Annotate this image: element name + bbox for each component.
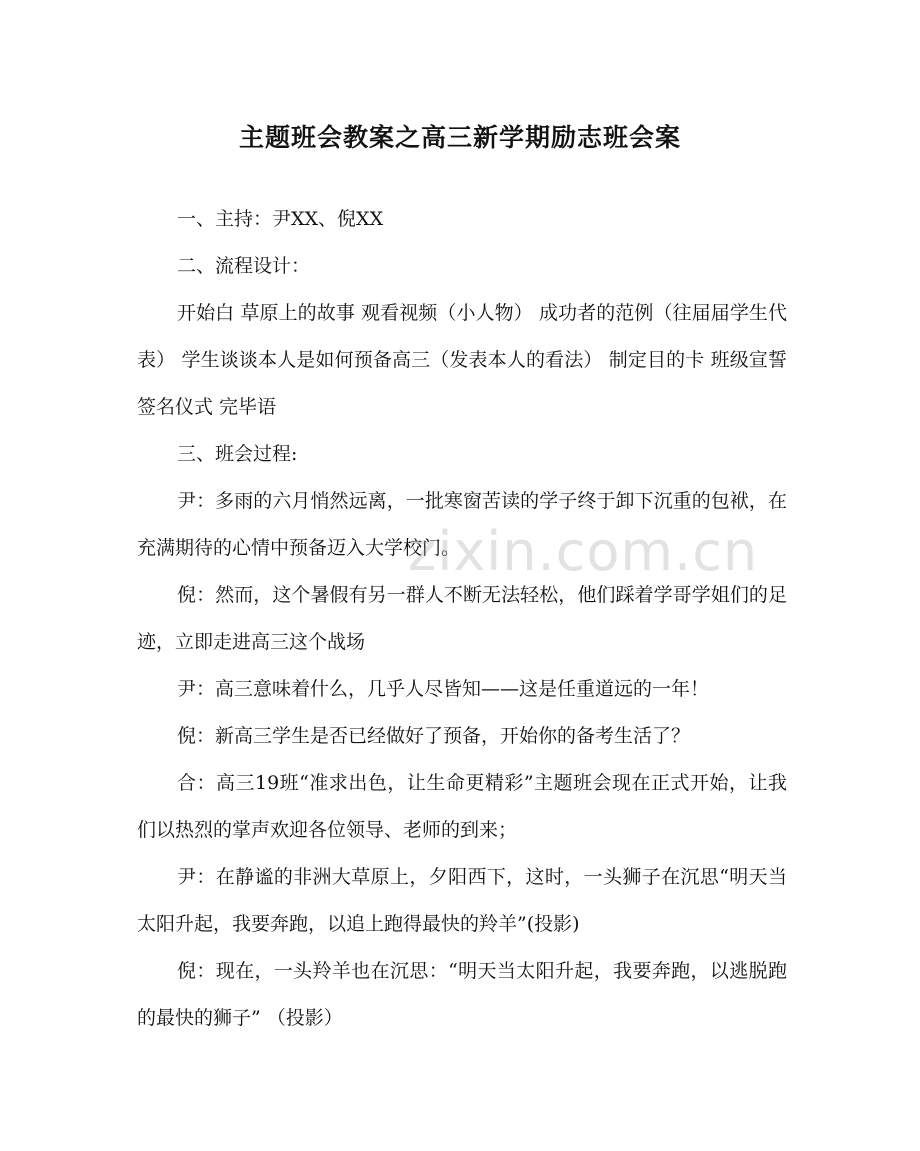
paragraph-yin-3: 尹：在静谧的非洲大草原上，夕阳西下，这时，一头狮子在沉思“明天当太阳升起，我要奔跑，以追上跑得最快的羚羊”(投影) [137,866,787,935]
document-title: 主题班会教案之高三新学期励志班会案 [238,123,681,152]
paragraph-process-heading: 二、流程设计： [177,255,311,277]
paragraph-ni-3: 倪：现在，一头羚羊也在沉思：“明天当太阳升起，我要奔跑，以逃脱跑的最快的狮子” （投影） [137,960,787,1029]
paragraph-meeting-heading: 三、班会过程: [177,443,298,465]
paragraph-host: 一、主持：尹XX、倪XX [177,208,384,230]
paragraph-together: 合：高三19班“准求出色，让生命更精彩”主题班会现在正式开始，让我们以热烈的掌声欢迎各位领导、老师的到来； [137,772,787,841]
paragraph-process-steps: 开始白 草原上的故事 观看视频（小人物） 成功者的范例（往届届学生代表） 学生谈谈本人是如何预备高三（发表本人的看法） 制定目的卡 班级宣誓 签名仪式 完毕语 [137,302,787,418]
paragraph-yin-2: 尹：高三意味着什么，几乎人尽皆知——这是任重道远的一年！ [177,678,710,700]
paragraph-yin-1: 尹：多雨的六月悄然远离，一批寒窗苦读的学子终于卸下沉重的包袱，在充满期待的心情中预备迈入大学校门。 [137,490,787,559]
paragraph-ni-1: 倪：然而，这个暑假有另一群人不断无法轻松，他们踩着学哥学姐们的足迹，立即走进高三这个战场 [137,584,787,653]
paragraph-ni-2: 倪：新高三学生是否已经做好了预备，开始你的备考生活了？ [177,725,691,747]
watermark-text: zixin.com.cn [408,520,759,583]
